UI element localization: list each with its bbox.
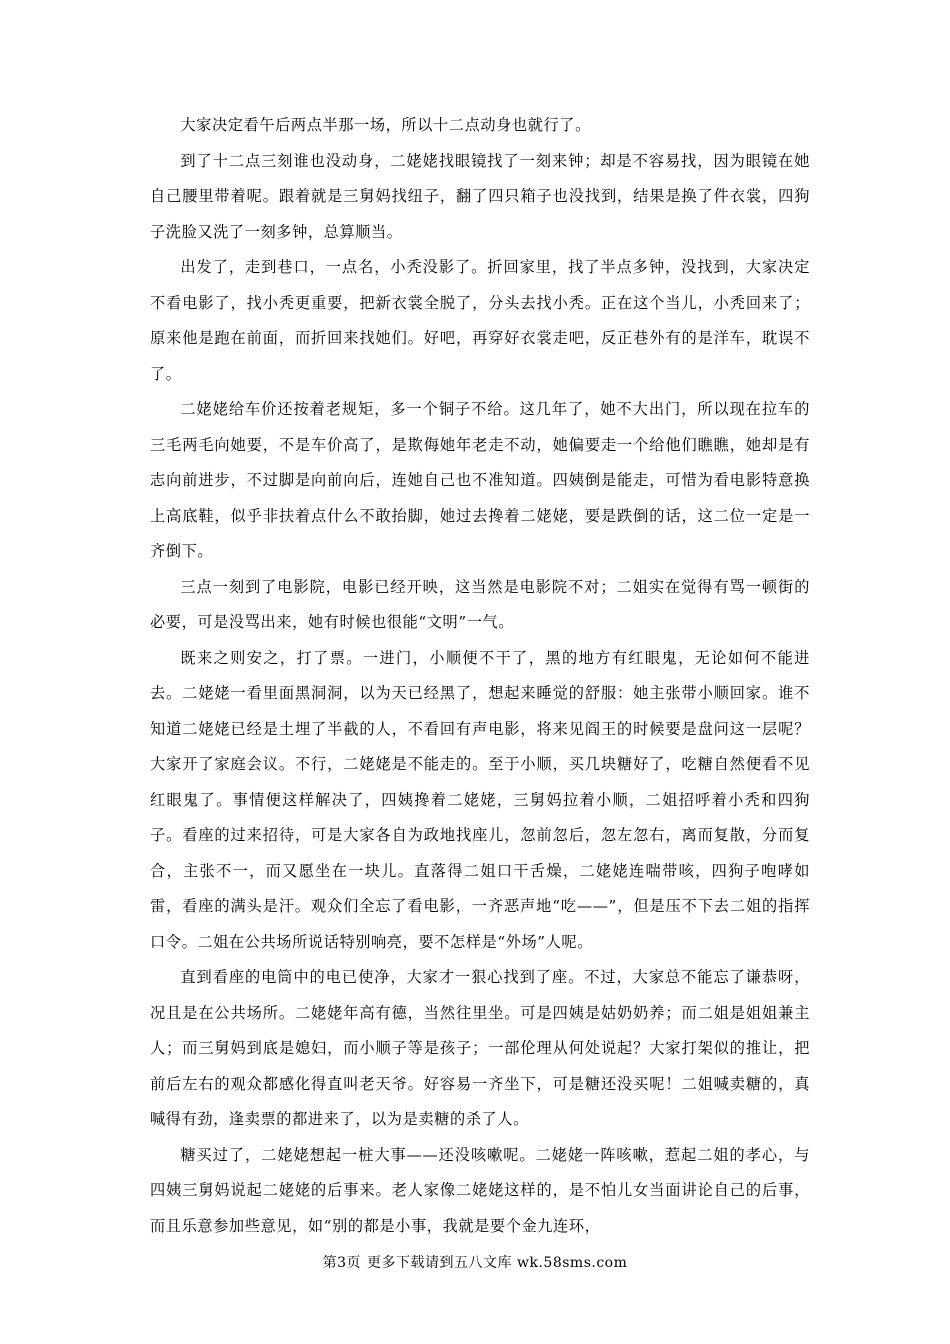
paragraph: 既来之则安之，打了票。一进门，小顺便不干了，黑的地方有红眼鬼，无论如何不能进去。二姥姥一看里面黑洞洞，以为天已经黑了，想起来睡觉的舒服：她主张带小顺回家。谁不知道二姥姥已经是土埋了半截的人，不看回有声电影，将来见阎王的时候要是盘问这一层呢？大家开了家庭会议。不行，二姥姥是不能走的。至于小顺，买几块糖好了，吃糖自然便看不见红眼鬼了。事情便这样解决了，四姨搀着二姥姥，三舅妈拉着小顺，二姐招呼着小秃和四狗子。看座的过来招待，可是大家各自为政地找座儿，忽前忽后，忽左忽右，离而复散，分而复合，主张不一，而又愿坐在一块儿。直落得二姐口干舌燥，二姥姥连喘带咳，四狗子咆哮如雷，看座的满头是汗。观众们全忘了看电影，一齐恶声地“吃——”，但是压不下去二姐的指挥口令。二姐在公共场所说话特别响亮，要不怎样是“外场”人呢。	[150, 648, 810, 951]
paragraph: 二姥姥给车价还按着老规矩，多一个铜子不给。这几年了，她不大出门，所以现在拉车的三毛两毛向她要，不是车价高了，是欺侮她年老走不动，她偏要走一个给他们瞧瞧，她却是有志向前进步，不过脚是向前向后，连她自己也不准知道。四姨倒是能走，可惜为看电影特意换上高底鞋，似乎非扶着点什么不敢抬脚，她过去搀着二姥姥，要是跌倒的话，这二位一定是一齐倒下。	[150, 400, 810, 560]
paragraph: 三点一刻到了电影院，电影已经开映，这当然是电影院不对；二姐实在觉得有骂一顿街的必要，可是没骂出来，她有时候也很能“文明”一气。	[150, 577, 810, 631]
paragraph: 直到看座的电筒中的电已使净，大家才一狠心找到了座。不过，大家总不能忘了谦恭呀，况且是在公共场所。二姥姥年高有德，当然往里坐。可是四姨是姑奶奶养；而二姐是姐姐兼主人；而三舅妈到底是媳妇，而小顺子等是孩子；一部伦理从何处说起？大家打架似的推让，把前后左右的观众都感化得直叫老天爷。好容易一齐坐下，可是糖还没买呢！二姐喊卖糖的，真喊得有劲，逢卖票的都进来了，以为是卖糖的杀了人。	[150, 968, 810, 1128]
paragraph: 大家决定看午后两点半那一场，所以十二点动身也就行了。	[180, 116, 591, 134]
document-body	[150, 108, 810, 1244]
footer-note: 更多下载请到五八文库 wk.58sms.com	[367, 1255, 628, 1271]
paragraph: 到了十二点三刻谁也没动身，二姥姥找眼镜找了一刻来钟；却是不容易找，因为眼镜在她自己腰里带着呢。跟着就是三舅妈找纽子，翻了四只箱子也没找到，结果是换了件衣裳，四狗子洗脸又洗了一刻多钟，总算顺当。	[150, 151, 810, 241]
paragraph: 糖买过了，二姥姥想起一桩大事——还没咳嗽呢。二姥姥一阵咳嗽，惹起二姐的孝心，与四姨三舅妈说起二姥姥的后事来。老人家像二姥姥这样的，是不怕儿女当面讲论自己的后事，而且乐意参加些意见，如“别的都是小事，我就是要个金九连环，	[150, 1145, 810, 1235]
page-number: 第3页	[322, 1255, 362, 1271]
page-footer	[0, 1252, 950, 1272]
paragraph: 出发了，走到巷口，一点名，小秃没影了。折回家里，找了半点多钟，没找到，大家决定不看电影了，找小秃更重要，把新衣裳全脱了，分头去找小秃。正在这个当儿，小秃回来了；原来他是跑在前面，而折回来找她们。好吧，再穿好衣裳走吧，反正巷外有的是洋车，耽误不了。	[150, 258, 810, 383]
